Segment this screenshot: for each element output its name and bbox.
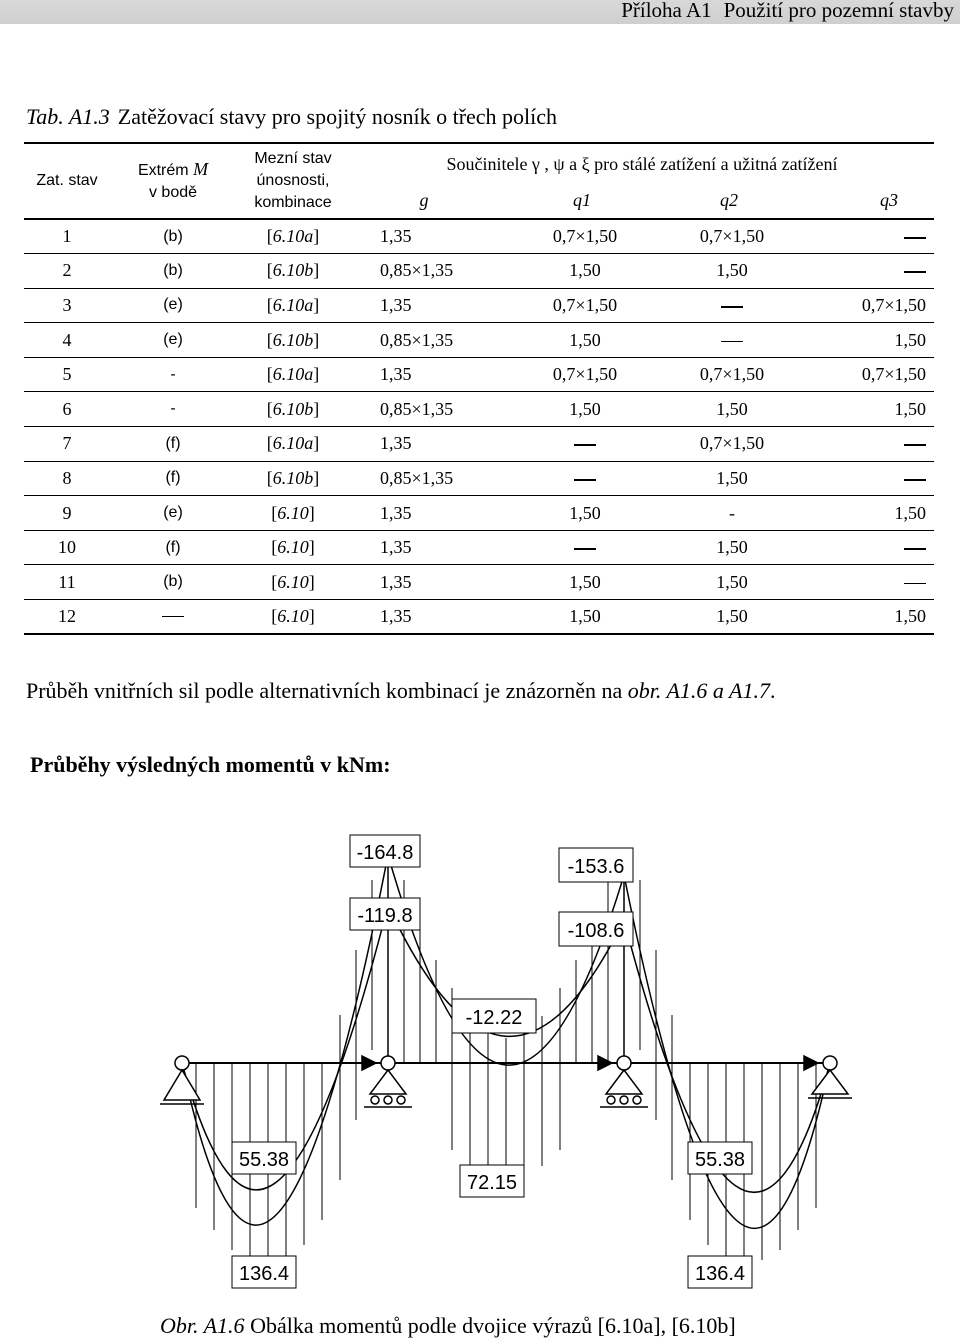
label-mid-span (460, 1165, 524, 1197)
cell-zat-stav: 6 (62, 398, 72, 419)
header-q1: q1 (573, 190, 591, 210)
cell-zat-stav: 9 (62, 502, 72, 523)
table-row (24, 357, 934, 392)
kombinace-label: 6.10 (277, 571, 309, 592)
cell-q3: 1,50 (894, 502, 926, 523)
cell-extrem: (e) (163, 296, 183, 314)
cell-q3: 0,7×1,50 (861, 364, 926, 385)
dash-mark (904, 583, 926, 585)
header-q3: q3 (880, 190, 898, 210)
cell-q1: 1,50 (569, 571, 601, 592)
cell-g: 1,35 (380, 364, 412, 385)
cell-g: 0,85×1,35 (380, 329, 454, 350)
support-triangle-icon (812, 1070, 848, 1094)
label-right-max (688, 1256, 752, 1288)
cell-extrem: (f) (165, 538, 181, 556)
cell-zat-stav: 10 (58, 537, 76, 558)
dash-mark (904, 479, 926, 481)
dash-mark (904, 237, 926, 239)
cell-q2: 1,50 (716, 467, 748, 488)
cell-zat-stav: 11 (58, 571, 76, 592)
cell-extrem: (e) (163, 504, 183, 522)
roller-icon (633, 1096, 641, 1104)
paragraph: Průběh vnitřních sil podle alternativních kombinací je znázorněn na obr. A1.6 a A1.7. (26, 678, 776, 703)
cell-kombinace: [6.10b] (266, 398, 320, 419)
label-text: 55.38 (238, 1149, 290, 1171)
table-row (24, 565, 934, 600)
label-text: 136.4 (238, 1263, 290, 1285)
cell-kombinace: [6.10a] (266, 294, 320, 315)
dash-mark (574, 479, 596, 481)
cell-kombinace: [6.10b] (266, 467, 320, 488)
cell-zat-stav: 5 (62, 364, 72, 385)
support-d (804, 1056, 852, 1098)
dash-mark (721, 306, 743, 308)
header-q2: q2 (720, 190, 738, 210)
cell-q2: 1,50 (716, 571, 748, 592)
cell-extrem: - (170, 400, 176, 418)
hinge-icon (381, 1056, 395, 1070)
cell-q2: 0,7×1,50 (699, 364, 765, 385)
label-text: -12.22 (465, 1007, 523, 1029)
table-row (24, 219, 934, 254)
cell-q1: 0,7×1,50 (552, 294, 618, 315)
cell-q1: 1,50 (569, 329, 601, 350)
dash-mark (904, 444, 926, 446)
hinge-icon (617, 1056, 631, 1070)
label-text: 136.4 (694, 1263, 746, 1285)
cell-extrem: (f) (165, 434, 181, 452)
dash-mark (721, 341, 743, 343)
cell-q3 (792, 530, 934, 565)
page-header (621, 0, 954, 23)
cell-extrem: (f) (165, 469, 181, 487)
cell-q1 (498, 461, 646, 496)
cell-extrem: - (170, 365, 176, 383)
cell-extrem: (e) (163, 331, 183, 349)
table-caption-text: Zatěžovací stavy pro spojitý nosník o třech polích (117, 104, 558, 129)
table-row (24, 288, 934, 323)
dash-mark (904, 548, 926, 550)
table-row (24, 323, 934, 358)
cell-g: 1,35 (380, 537, 412, 558)
kombinace-label: 6.10b (272, 398, 314, 419)
cell-q3: 1,50 (894, 606, 926, 627)
arrow-icon (362, 1056, 376, 1070)
label-text: 55.38 (694, 1149, 746, 1171)
table-row (24, 254, 934, 289)
cell-kombinace: [6.10b] (266, 329, 320, 350)
label-mid-neg (452, 999, 536, 1033)
label-left-max (232, 1256, 296, 1288)
cell-q3 (792, 254, 934, 289)
dash-mark (574, 548, 596, 550)
header-soucinitele: Součinitele γ , ψ a ξ pro stálé zatížení a užitná zatížení (446, 153, 838, 174)
roller-icon (384, 1096, 392, 1104)
cell-g: 1,35 (380, 502, 412, 523)
cell-q1: 0,7×1,50 (552, 364, 618, 385)
cell-zat-stav: 8 (62, 467, 72, 488)
header-zat-stav: Zat. stav (36, 172, 98, 189)
cell-q1 (498, 427, 646, 462)
cell-kombinace: [6.10] (271, 502, 315, 523)
label-text: -153.6 (567, 856, 625, 878)
kombinace-label: 6.10a (272, 364, 314, 385)
cell-q2: 1,50 (716, 606, 748, 627)
cell-q3: 1,50 (894, 329, 926, 350)
label-top-right-1 (559, 848, 633, 882)
kombinace-label: 6.10b (272, 467, 314, 488)
cell-q2: 1,50 (716, 537, 748, 558)
support-triangle-icon (164, 1070, 200, 1100)
cell-q2: 0,7×1,50 (699, 226, 765, 247)
cell-kombinace: [6.10a] (266, 433, 320, 454)
label-left-span (232, 1142, 296, 1174)
cell-g: 0,85×1,35 (380, 260, 454, 281)
table-row (24, 461, 934, 496)
label-top-left-2 (350, 898, 420, 930)
cell-zat-stav: 7 (62, 433, 72, 454)
moments-heading: Průběhy výsledných momentů v kNm: (30, 752, 391, 777)
cell-g: 1,35 (380, 294, 412, 315)
figure-reference: obr. A1.6 a A1.7 (627, 678, 770, 703)
cell-q1: 0,7×1,50 (552, 226, 618, 247)
kombinace-label: 6.10a (272, 433, 314, 454)
roller-icon (397, 1096, 405, 1104)
label-top-right-2 (559, 912, 633, 946)
figure-caption-text: Obálka momentů podle dvojice výrazů [6.10a], [6.10b] (250, 1313, 736, 1338)
table-row (24, 392, 934, 427)
cell-extrem: (b) (163, 261, 183, 279)
cell-q1 (498, 530, 646, 565)
table-caption (26, 104, 557, 130)
dash-mark (574, 444, 596, 446)
hinge-icon (175, 1056, 189, 1070)
kombinace-label: 6.10a (272, 226, 314, 247)
cell-zat-stav: 4 (62, 329, 72, 350)
header-g: g (419, 190, 429, 210)
cell-kombinace: [6.10] (271, 606, 315, 627)
cell-kombinace: [6.10] (271, 537, 315, 558)
cell-extrem: (b) (163, 573, 183, 591)
cell-q1: 1,50 (569, 502, 601, 523)
table-row (24, 530, 934, 565)
cell-g: 1,35 (380, 606, 412, 627)
label-text: -119.8 (357, 905, 413, 927)
cell-q3 (792, 461, 934, 496)
table-row (24, 496, 934, 531)
roller-icon (607, 1096, 615, 1104)
cell-q2: - (729, 502, 735, 523)
load-cases-table (24, 142, 934, 635)
cell-q1: 1,50 (569, 398, 601, 419)
hinge-icon (823, 1056, 837, 1070)
support-triangle-icon (370, 1070, 406, 1094)
label-text: -108.6 (567, 920, 625, 942)
cell-kombinace: [6.10a] (266, 364, 320, 385)
label-text: -164.8 (356, 842, 414, 864)
cell-extrem: (b) (163, 227, 183, 245)
cell-q3 (792, 427, 934, 462)
cell-q2: 1,50 (716, 398, 748, 419)
cell-q3 (792, 219, 934, 254)
header-title: Použití pro pozemní stavby (723, 0, 954, 22)
cell-q2: 1,50 (716, 260, 748, 281)
cell-q2 (646, 323, 792, 358)
roller-icon (371, 1096, 379, 1104)
label-text: 72.15 (466, 1172, 518, 1194)
cell-zat-stav: 12 (58, 606, 76, 627)
table-row (24, 427, 934, 462)
cell-extrem (110, 600, 236, 635)
cell-q2 (646, 288, 792, 323)
cell-q3: 0,7×1,50 (861, 294, 926, 315)
cell-g: 0,85×1,35 (380, 467, 454, 488)
header-prefix: Příloha A1 (621, 0, 712, 22)
kombinace-label: 6.10 (277, 606, 309, 627)
roller-icon (620, 1096, 628, 1104)
envelope-curve-max-right (624, 875, 830, 1228)
cell-g: 1,35 (380, 433, 412, 454)
support-triangle-icon (606, 1070, 642, 1094)
hatching (196, 880, 816, 1264)
dash-mark (162, 616, 184, 618)
cell-zat-stav: 1 (62, 226, 72, 247)
cell-kombinace: [6.10] (271, 571, 315, 592)
figure-caption (160, 1313, 736, 1339)
cell-g: 0,85×1,35 (380, 398, 454, 419)
header-mezni-stav: Mezní stav únosnosti, kombinace (254, 150, 332, 211)
cell-q3: 1,50 (894, 398, 926, 419)
figure-caption-label: Obr. A1.6 (160, 1313, 245, 1338)
kombinace-label: 6.10a (272, 294, 314, 315)
cell-zat-stav: 3 (62, 294, 72, 315)
label-right-span (688, 1142, 752, 1174)
cell-q2: 0,7×1,50 (699, 433, 765, 454)
moment-envelope-diagram (0, 820, 960, 1310)
cell-q1: 1,50 (569, 260, 601, 281)
cell-kombinace: [6.10a] (266, 226, 320, 247)
table-caption-label: Tab. A1.3 (26, 104, 110, 129)
cell-zat-stav: 2 (62, 260, 72, 281)
dash-mark (904, 271, 926, 273)
cell-g: 1,35 (380, 226, 412, 247)
header-extrem: Extrém M v bodě (137, 159, 209, 201)
label-top-left-1 (350, 835, 420, 867)
table-row (24, 600, 934, 635)
cell-q1: 1,50 (569, 606, 601, 627)
kombinace-label: 6.10b (272, 329, 314, 350)
cell-kombinace: [6.10b] (266, 260, 320, 281)
kombinace-label: 6.10 (277, 502, 309, 523)
kombinace-label: 6.10b (272, 260, 314, 281)
cell-g: 1,35 (380, 571, 412, 592)
arrow-icon (598, 1056, 612, 1070)
kombinace-label: 6.10 (277, 537, 309, 558)
envelope-curve-mid-outer (388, 855, 624, 1065)
cell-q3 (792, 565, 934, 600)
